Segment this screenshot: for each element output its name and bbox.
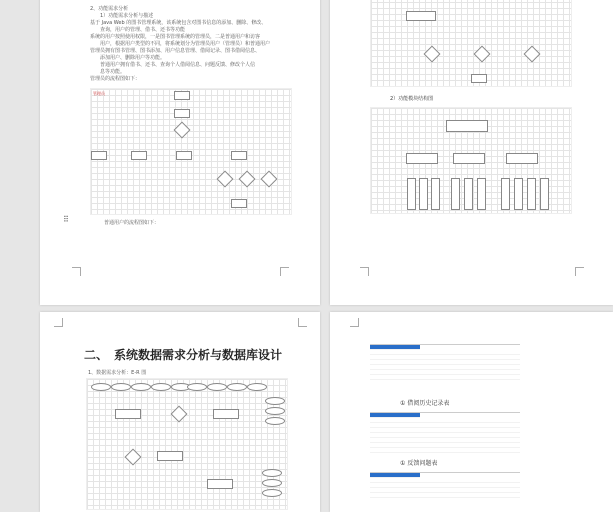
flow-node xyxy=(471,74,487,83)
attribute xyxy=(265,397,285,405)
drag-handle-icon[interactable]: ⠿ xyxy=(63,215,69,224)
chapter-heading: 系统数据需求分析与数据库设计 xyxy=(114,348,283,362)
entity xyxy=(115,409,141,419)
db-table-screenshot xyxy=(370,344,520,380)
module xyxy=(406,153,438,164)
er-diagram xyxy=(86,378,288,510)
db-table-screenshot xyxy=(370,472,520,498)
table-row xyxy=(370,448,520,453)
attribute xyxy=(262,479,282,487)
flowchart xyxy=(370,0,572,87)
paragraph: 用户，根据用户类型的不同，将系统划分为管理员用户（管理员）和普通用户 xyxy=(100,41,271,47)
attribute xyxy=(227,383,247,391)
paragraph: 普通用户拥有借书、还书、查询个人借阅信息、问题反馈、修改个人信 xyxy=(100,62,256,68)
admin-flowchart xyxy=(90,88,292,215)
flow-node xyxy=(231,199,247,208)
flow-node xyxy=(91,151,107,160)
paragraph: 系统的用户按照使用权限，一是图书管理系统的管理员，二是普通用户和访客 xyxy=(90,34,261,40)
entity xyxy=(213,409,239,419)
attribute xyxy=(131,383,151,391)
figure-caption: 2）功能模块结构图 xyxy=(390,96,434,102)
caption-text: 反馈问题表 xyxy=(407,460,438,467)
paragraph: 基于 Java Web 的图书管理系统，该系统包含对图书信息的添加、删除、修改、 xyxy=(90,20,267,26)
module xyxy=(453,153,485,164)
submodule xyxy=(419,178,428,210)
paragraph: 普通用户的流程图如下： xyxy=(104,220,160,226)
submodule xyxy=(477,178,486,210)
subsection: 1、数据需求分析：E-R 图 xyxy=(88,370,147,376)
margin-mark xyxy=(360,267,369,276)
entity xyxy=(207,479,233,489)
flow-decision xyxy=(239,171,256,188)
table-caption xyxy=(400,458,437,467)
module-structure-diagram xyxy=(370,107,572,214)
list-marker: ① xyxy=(400,460,406,467)
margin-mark xyxy=(72,267,81,276)
paragraph: 息等功能。 xyxy=(100,69,126,75)
submodule xyxy=(501,178,510,210)
submodule xyxy=(527,178,536,210)
table-row xyxy=(370,493,520,498)
section-item: 2、功能需求分析 xyxy=(90,6,129,12)
submodule xyxy=(431,178,440,210)
relationship xyxy=(125,449,142,466)
attribute xyxy=(91,383,111,391)
margin-mark xyxy=(575,267,584,276)
table-caption xyxy=(400,398,449,407)
margin-mark xyxy=(280,267,289,276)
flow-node xyxy=(231,151,247,160)
submodule xyxy=(540,178,549,210)
document-page-2 xyxy=(330,0,613,305)
submodule xyxy=(464,178,473,210)
attribute xyxy=(187,383,207,391)
attribute xyxy=(111,383,131,391)
margin-mark xyxy=(298,318,307,327)
flow-decision xyxy=(474,46,491,63)
heading-number: 二、 xyxy=(84,348,109,362)
flow-node xyxy=(174,91,190,100)
attribute xyxy=(265,407,285,415)
submodule xyxy=(451,178,460,210)
entity xyxy=(157,451,183,461)
submodule xyxy=(407,178,416,210)
attribute xyxy=(247,383,267,391)
attribute xyxy=(207,383,227,391)
diagram-label: 管理员 xyxy=(93,91,105,96)
document-page-3 xyxy=(40,312,320,512)
flow-node xyxy=(176,151,192,160)
subsection: 1）功能需求分析与描述 xyxy=(100,13,154,19)
document-page-4 xyxy=(330,312,613,512)
flow-decision xyxy=(217,171,234,188)
flow-node xyxy=(131,151,147,160)
flow-decision xyxy=(524,46,541,63)
relationship xyxy=(171,406,188,423)
paragraph: 添加用户、删除用户等功能。 xyxy=(100,55,166,61)
root-module xyxy=(446,120,488,132)
paragraph: 管理员的流程图如下： xyxy=(90,76,141,82)
margin-mark xyxy=(54,318,63,327)
list-marker: ① xyxy=(400,400,406,407)
attribute xyxy=(262,489,282,497)
attribute xyxy=(262,469,282,477)
flow-node xyxy=(406,11,436,21)
submodule xyxy=(514,178,523,210)
paragraph: 管理员拥有图书管理、图书添加、用户信息管理、借阅记录、图书借阅信息、 xyxy=(90,48,261,54)
flow-decision xyxy=(424,46,441,63)
module xyxy=(506,153,538,164)
flow-node xyxy=(174,109,190,118)
caption-text: 借阅历史记录表 xyxy=(407,400,450,407)
db-table-screenshot xyxy=(370,412,520,453)
flow-decision xyxy=(174,122,191,139)
margin-mark xyxy=(350,318,359,327)
attribute xyxy=(265,417,285,425)
flow-decision xyxy=(261,171,278,188)
attribute xyxy=(151,383,171,391)
document-page-1 xyxy=(40,0,320,305)
table-row xyxy=(370,375,520,380)
paragraph: 查询，用户的管理、借书、还书等功能 xyxy=(100,27,186,33)
